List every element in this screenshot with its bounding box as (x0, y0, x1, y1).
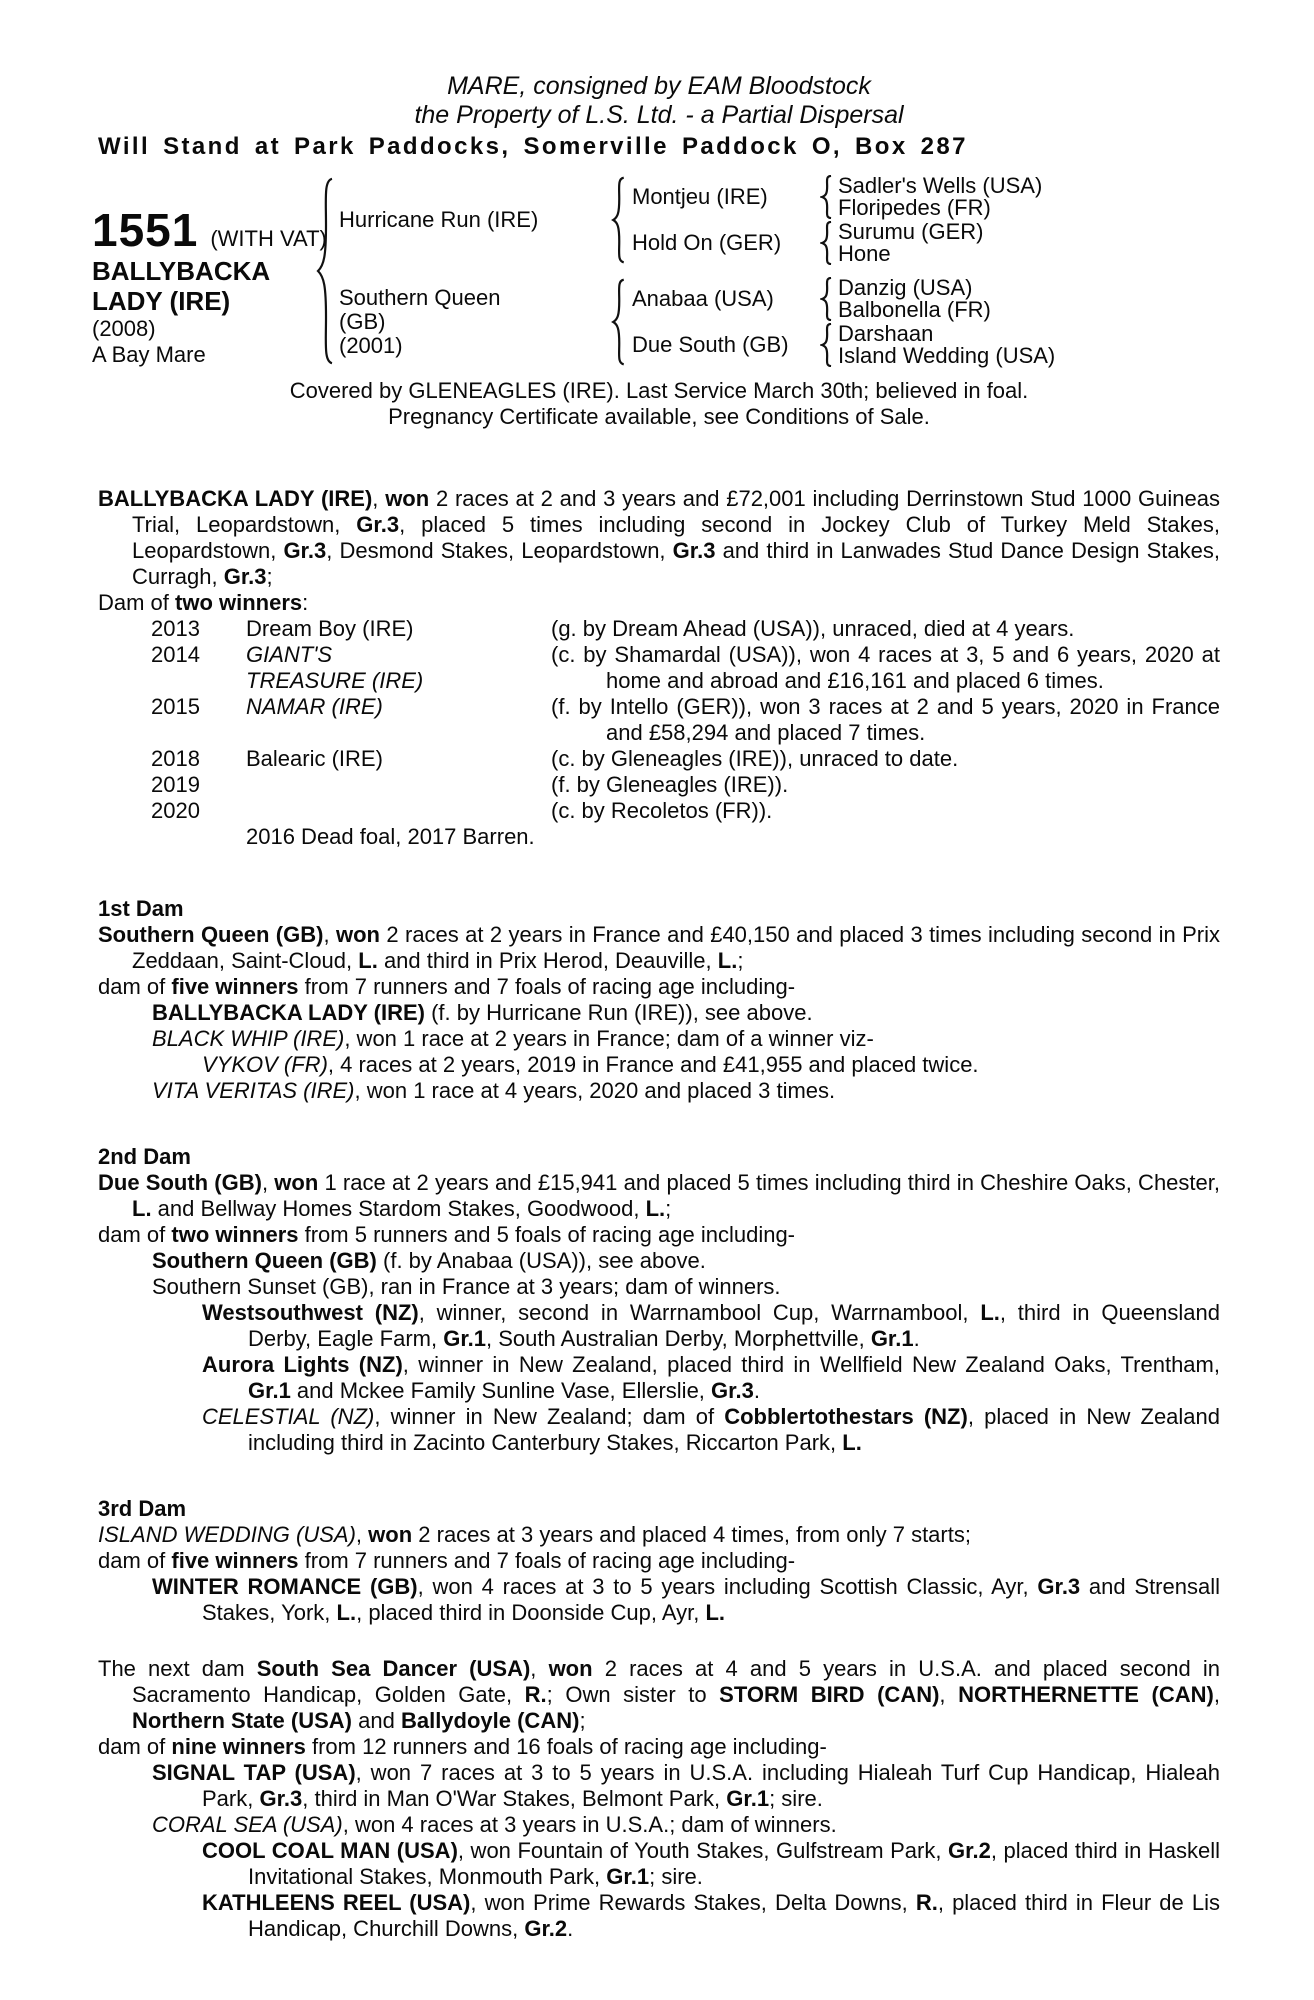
progeny-description (551, 694, 1220, 746)
progeny-row (98, 694, 1220, 746)
race-record-section (98, 486, 1220, 616)
text-run: two winners (171, 1222, 299, 1247)
paragraph (152, 1026, 1220, 1052)
paragraph (202, 1404, 1220, 1456)
progeny-name (246, 642, 551, 694)
text-run: STORM BIRD (CAN) (719, 1682, 940, 1707)
text-run: 2 races at 2 years in France and £40,150 and placed 3 times including second in Prix Zeddaan, Saint-Cloud, (132, 922, 1220, 973)
text-run: Gr.1 (606, 1864, 650, 1889)
paragraph (152, 1248, 1220, 1274)
text-run: Ballydoyle (CAN) (400, 1708, 580, 1733)
dam-name (339, 286, 611, 358)
text-run: CELESTIAL (NZ) (202, 1404, 375, 1429)
text-run: won (368, 1522, 413, 1547)
foaling-year: (2008) (92, 316, 156, 341)
great-grandparent-name: Danzig (USA) (838, 275, 973, 300)
paragraph (98, 486, 1220, 590)
text-run: (f. by Anabaa (USA)), see above. (376, 1248, 706, 1273)
text-run: 2 races at 3 years and placed 4 times, from only 7 starts; (412, 1522, 971, 1547)
text-run: from 5 runners and 5 foals of racing age including- (298, 1222, 796, 1247)
text-run: Aurora Lights (NZ) (202, 1352, 403, 1377)
lot-info (92, 204, 327, 368)
text-run: Gr.1 (726, 1786, 770, 1811)
text-run: nine winners (171, 1734, 306, 1759)
text-run: VITA VERITAS (IRE) (152, 1078, 355, 1103)
text-run: , won 7 races at 3 to 5 years in U.S.A. including Hialeah Turf Cup Handicap, Hialeah Park, (202, 1760, 1220, 1811)
text-run: , placed third in Haskell Invitational Stakes, Monmouth Park, (248, 1838, 1220, 1889)
progeny-name (246, 616, 551, 642)
text-run: BALLYBACKA LADY (IRE) (98, 486, 373, 511)
horse-name-line1: BALLYBACKA (92, 256, 271, 286)
text-run: , won 1 race at 2 years in France; dam of a winner viz- (344, 1026, 874, 1051)
text-run: five winners (171, 974, 299, 999)
sire-half (339, 174, 1055, 266)
text-run: (c. by Recoletos (FR)). (551, 798, 773, 823)
text-run: Balearic (IRE) (246, 746, 383, 771)
horse-name (92, 256, 327, 316)
text-run: (f. by Intello (GER)), won 3 races at 2 and 5 years, 2020 in France and £58,294 and placed 7 times. (551, 694, 1220, 745)
text-run: , third in Man O'War Stakes, Belmont Park, (302, 1786, 727, 1811)
text-run: (f. by Hurricane Run (IRE)), see above. (424, 1000, 813, 1025)
progeny-name (246, 694, 551, 746)
text-run: , South Australian Derby, Morphettville, (486, 1326, 871, 1351)
text-run: (f. by Gleneagles (IRE)). (551, 772, 789, 797)
owner-line: the Property of L.S. Ltd. - a Partial Dispersal (414, 101, 904, 129)
dam-section (98, 1656, 1220, 1942)
text-run: Gr.3 (356, 512, 400, 537)
text-run: , (261, 1170, 275, 1195)
text-run: , won 4 races at 3 to 5 years including Scottish Classic, Ayr, (417, 1574, 1038, 1599)
text-run: and third in Lanwades Stud Dance Design Stakes, Curragh, (132, 538, 1220, 589)
text-run: Dream Boy (IRE) (246, 616, 414, 641)
text-run: KATHLEENS REEL (USA) (202, 1890, 471, 1915)
paragraph (202, 1352, 1220, 1404)
dam-section-heading: 3rd Dam (98, 1496, 187, 1521)
granddam-unit (632, 322, 1055, 368)
text-run: . (753, 1378, 760, 1403)
text-run: NAMAR (IRE) (246, 694, 383, 719)
dam-section-heading: 1st Dam (98, 896, 184, 921)
dam-section (98, 896, 1220, 1104)
paragraph (98, 974, 1220, 1000)
text-run: , placed third in Doonside Cup, Ayr, (356, 1600, 706, 1625)
text-run: won (335, 922, 380, 947)
pregnancy-certificate-line: Pregnancy Certificate available, see Conditions of Sale. (388, 404, 930, 429)
progeny-name (246, 772, 551, 798)
paragraph (152, 1812, 1220, 1838)
paragraph (98, 1170, 1220, 1222)
text-run: , won Prime Rewards Stakes, Delta Downs, (470, 1890, 916, 1915)
progeny-year: 2014 (151, 642, 200, 667)
grandparent-name: Anabaa (USA) (632, 286, 774, 311)
text-run: BLACK WHIP (IRE) (152, 1026, 345, 1051)
paragraph (98, 590, 1220, 616)
text-run: R. (524, 1682, 547, 1707)
paragraph (202, 1052, 1220, 1078)
paragraph (152, 1078, 1220, 1104)
great-grandparent-name: Darshaan (838, 321, 934, 346)
great-grandparent-name: Floripedes (FR) (838, 195, 991, 220)
grandparent-name: Hold On (GER) (632, 230, 782, 255)
paragraph (98, 1522, 1220, 1548)
progeny-row (98, 642, 1220, 694)
text-run: dam of (98, 1548, 172, 1573)
progeny-name (246, 746, 551, 772)
progeny-description (551, 642, 1220, 694)
text-run: and Strensall Stakes, York, (202, 1574, 1220, 1625)
text-run: CORAL SEA (USA) (152, 1812, 343, 1837)
text-run: Gr.3 (711, 1378, 754, 1403)
text-run: two winners (175, 590, 303, 615)
dam-section (98, 1144, 1220, 1456)
text-run: L. (705, 1600, 726, 1625)
text-run: , placed third in Fleur de Lis Handicap, Churchill Downs, (248, 1890, 1220, 1941)
pedigree-tree (315, 174, 1055, 368)
text-run: Gr.1 (870, 1326, 914, 1351)
paragraph (152, 1000, 1220, 1026)
text-run: Gr.1 (248, 1378, 291, 1403)
text-run: Gr.3 (223, 564, 267, 589)
text-run: L. (358, 948, 378, 973)
paragraph (202, 1300, 1220, 1352)
text-run: SIGNAL TAP (USA) (152, 1760, 356, 1785)
covering-line: Covered by GLENEAGLES (IRE). Last Service March 30th; believed in foal. (289, 378, 1029, 403)
great-grandparent-name: Sadler's Wells (USA) (838, 173, 1043, 198)
text-run: Gr.3 (259, 1786, 303, 1811)
paragraph (98, 1656, 1220, 1734)
dam-section (98, 1496, 1220, 1626)
progeny-year: 2015 (151, 694, 200, 719)
paragraph (98, 1548, 1220, 1574)
text-run: dam of (98, 974, 172, 999)
text-run: 1 race at 2 years and £15,941 and placed 5 times including third in Cheshire Oaks, Chester, (318, 1170, 1220, 1195)
pedigree-brace (315, 175, 335, 367)
pedigree-brace (611, 278, 626, 366)
paragraph (152, 1274, 1220, 1300)
text-run: ; (665, 1196, 672, 1221)
pedigree-brace (820, 221, 833, 265)
dam-half (339, 276, 1055, 368)
progeny-description (551, 746, 1220, 772)
text-run: , (355, 1522, 369, 1547)
text-run: , (372, 486, 386, 511)
grandparent-name: Montjeu (IRE) (632, 184, 768, 209)
text-run: five winners (171, 1548, 299, 1573)
text-run: Gr.3 (283, 538, 327, 563)
text-run: Cobblertothestars (NZ) (724, 1404, 968, 1429)
text-run: ; sire. (649, 1864, 703, 1889)
text-run: Gr.1 (443, 1326, 487, 1351)
text-run: R. (915, 1890, 938, 1915)
great-grandparent-name: Hone (838, 241, 891, 266)
text-run: , 4 races at 2 years, 2019 in France and £41,955 and placed twice. (327, 1052, 979, 1077)
text-run: The next dam (98, 1656, 257, 1681)
text-run: ISLAND WEDDING (USA) (98, 1522, 356, 1547)
progeny-year: 2013 (151, 616, 200, 641)
text-run: (c. by Gleneagles (IRE)), unraced to date. (551, 746, 959, 771)
great-grandparent-name: Surumu (GER) (838, 219, 984, 244)
progeny-description (551, 798, 1220, 824)
text-run: from 7 runners and 7 foals of racing age including- (298, 1548, 796, 1573)
grandsire-unit (632, 174, 1042, 220)
progeny-year: 2018 (151, 746, 200, 771)
dam-name-line: (2001) (339, 333, 403, 358)
text-run: L. (980, 1300, 1000, 1325)
text-run: Gr.2 (524, 1916, 568, 1941)
grandsire-unit (632, 276, 1055, 322)
pedigree-block (92, 173, 1220, 374)
text-run: : (302, 590, 309, 615)
paragraph (202, 1890, 1220, 1942)
text-run: and Bellway Homes Stardom Stakes, Goodwood, (151, 1196, 646, 1221)
paragraph (98, 1222, 1220, 1248)
text-run: from 12 runners and 16 foals of racing age including- (305, 1734, 827, 1759)
paragraph (152, 1760, 1220, 1812)
progeny-table (98, 616, 1220, 850)
text-run: ; (266, 564, 273, 589)
text-run: Westsouthwest (NZ) (202, 1300, 419, 1325)
text-run: won (548, 1656, 593, 1681)
text-run: L. (132, 1196, 152, 1221)
text-run: South Sea Dancer (USA) (256, 1656, 531, 1681)
consignor-header (98, 72, 1220, 162)
vat-label: (WITH VAT) (210, 226, 327, 251)
text-run: ; sire. (769, 1786, 823, 1811)
text-run: Due South (GB) (98, 1170, 262, 1195)
text-run: Gr.3 (1037, 1574, 1081, 1599)
text-run: COOL COAL MAN (USA) (202, 1838, 458, 1863)
sire-name: Hurricane Run (IRE) (339, 207, 539, 232)
text-run: , third in Queensland Derby, Eagle Farm, (248, 1300, 1220, 1351)
paragraph (152, 1574, 1220, 1626)
paragraph (98, 922, 1220, 974)
dam-sections (98, 896, 1220, 1942)
text-run: ; Own sister to (546, 1682, 720, 1707)
text-run: . (567, 1916, 574, 1941)
text-run: GIANT'S TREASURE (IRE) (246, 642, 424, 693)
text-run: Dam of (98, 590, 176, 615)
text-run: NORTHERNETTE (CAN) (958, 1682, 1214, 1707)
paragraph (98, 1734, 1220, 1760)
granddam-unit (632, 220, 1042, 266)
progeny-row (98, 746, 1220, 772)
text-run: Southern Queen (GB) (98, 922, 324, 947)
text-run: ; (737, 948, 744, 973)
lot-number: 1551 (92, 204, 199, 256)
text-run: . (913, 1326, 920, 1351)
text-run: L. (717, 948, 738, 973)
colour-description: A Bay Mare (92, 342, 206, 367)
great-grandparent-name: Island Wedding (USA) (838, 343, 1056, 368)
text-run: (g. by Dream Ahead (USA)), unraced, died at 4 years. (551, 616, 1075, 641)
progeny-year: 2019 (151, 772, 200, 797)
grandparent-name: Due South (GB) (632, 332, 789, 357)
text-run: and third in Prix Herod, Deauville, (377, 948, 718, 973)
text-run: VYKOV (FR) (202, 1052, 328, 1077)
text-run: ; (579, 1708, 586, 1733)
progeny-row (98, 772, 1220, 798)
consignor-line: MARE, consigned by EAM Bloodstock (447, 72, 871, 100)
progeny-description (551, 772, 1220, 798)
text-run: BALLYBACKA LADY (IRE) (152, 1000, 425, 1025)
text-run: dam of (98, 1222, 172, 1247)
dam-name-line: (GB) (339, 309, 386, 334)
progeny-footer: 2016 Dead foal, 2017 Barren. (246, 824, 535, 849)
text-run: , (1213, 1682, 1220, 1707)
text-run: L. (336, 1600, 357, 1625)
progeny-row (98, 798, 1220, 824)
text-run: Northern State (USA) (132, 1708, 353, 1733)
progeny-description (551, 616, 1220, 642)
text-run: , (939, 1682, 959, 1707)
stand-location-line: Will Stand at Park Paddocks, Somerville Paddock O, Box 287 (98, 133, 968, 160)
text-run: and (352, 1708, 401, 1733)
great-grandparent-name: Balbonella (FR) (838, 297, 991, 322)
text-run: won (274, 1170, 319, 1195)
text-run: and Mckee Family Sunline Vase, Ellerslie, (290, 1378, 712, 1403)
text-run: L. (842, 1430, 862, 1455)
progeny-name (246, 798, 551, 824)
text-run: , won 4 races at 3 years in U.S.A.; dam of winners. (342, 1812, 837, 1837)
text-run: (c. by Shamardal (USA)), won 4 races at 3, 5 and 6 years, 2020 at home and abroad and £16,161 and placed 6 times. (551, 642, 1220, 693)
text-run: Southern Queen (GB) (152, 1248, 377, 1273)
text-run: , (530, 1656, 549, 1681)
text-run: , winner in New Zealand, placed third in Wellfield New Zealand Oaks, Trentham, (402, 1352, 1220, 1377)
text-run: , won 1 race at 4 years, 2020 and placed 3 times. (354, 1078, 836, 1103)
progeny-row (98, 616, 1220, 642)
paragraph (202, 1838, 1220, 1890)
dam-section-heading: 2nd Dam (98, 1144, 191, 1169)
text-run: , placed 5 times including second in Jockey Club of Turkey Meld Stakes, Leopardstown, (132, 512, 1220, 563)
text-run: won (385, 486, 430, 511)
pedigree-brace (820, 323, 833, 367)
text-run: , (323, 922, 336, 947)
text-run: , winner in New Zealand; dam of (374, 1404, 725, 1429)
text-run: 2 races at 2 and 3 years and £72,001 including Derrinstown Stud 1000 Guineas Trial, Leopardstown, (132, 486, 1220, 537)
text-run: , placed in New Zealand including third in Zacinto Canterbury Stakes, Riccarton Park, (248, 1404, 1221, 1455)
text-run: Southern Sunset (GB), ran in France at 3 years; dam of winners. (152, 1274, 781, 1299)
text-run: , winner, second in Warrnambool Cup, Warrnambool, (418, 1300, 981, 1325)
dam-name-line: Southern Queen (339, 285, 501, 310)
text-run: Gr.2 (948, 1838, 991, 1863)
text-run: Gr.3 (672, 538, 716, 563)
text-run: dam of (98, 1734, 172, 1759)
text-run: 2 races at 4 and 5 years in U.S.A. and placed second in Sacramento Handicap, Golden Gate, (132, 1656, 1221, 1707)
text-run: , Desmond Stakes, Leopardstown, (326, 538, 673, 563)
text-run: WINTER ROMANCE (GB) (152, 1574, 418, 1599)
covering-details (98, 378, 1220, 430)
pedigree-brace (820, 277, 833, 321)
pedigree-brace (820, 175, 833, 219)
text-run: L. (645, 1196, 666, 1221)
progeny-year: 2020 (151, 798, 200, 823)
text-run: , won Fountain of Youth Stakes, Gulfstream Park, (457, 1838, 949, 1863)
text-run: from 7 runners and 7 foals of racing age including- (298, 974, 796, 999)
horse-name-line2: LADY (IRE) (92, 286, 231, 316)
pedigree-brace (611, 176, 626, 264)
